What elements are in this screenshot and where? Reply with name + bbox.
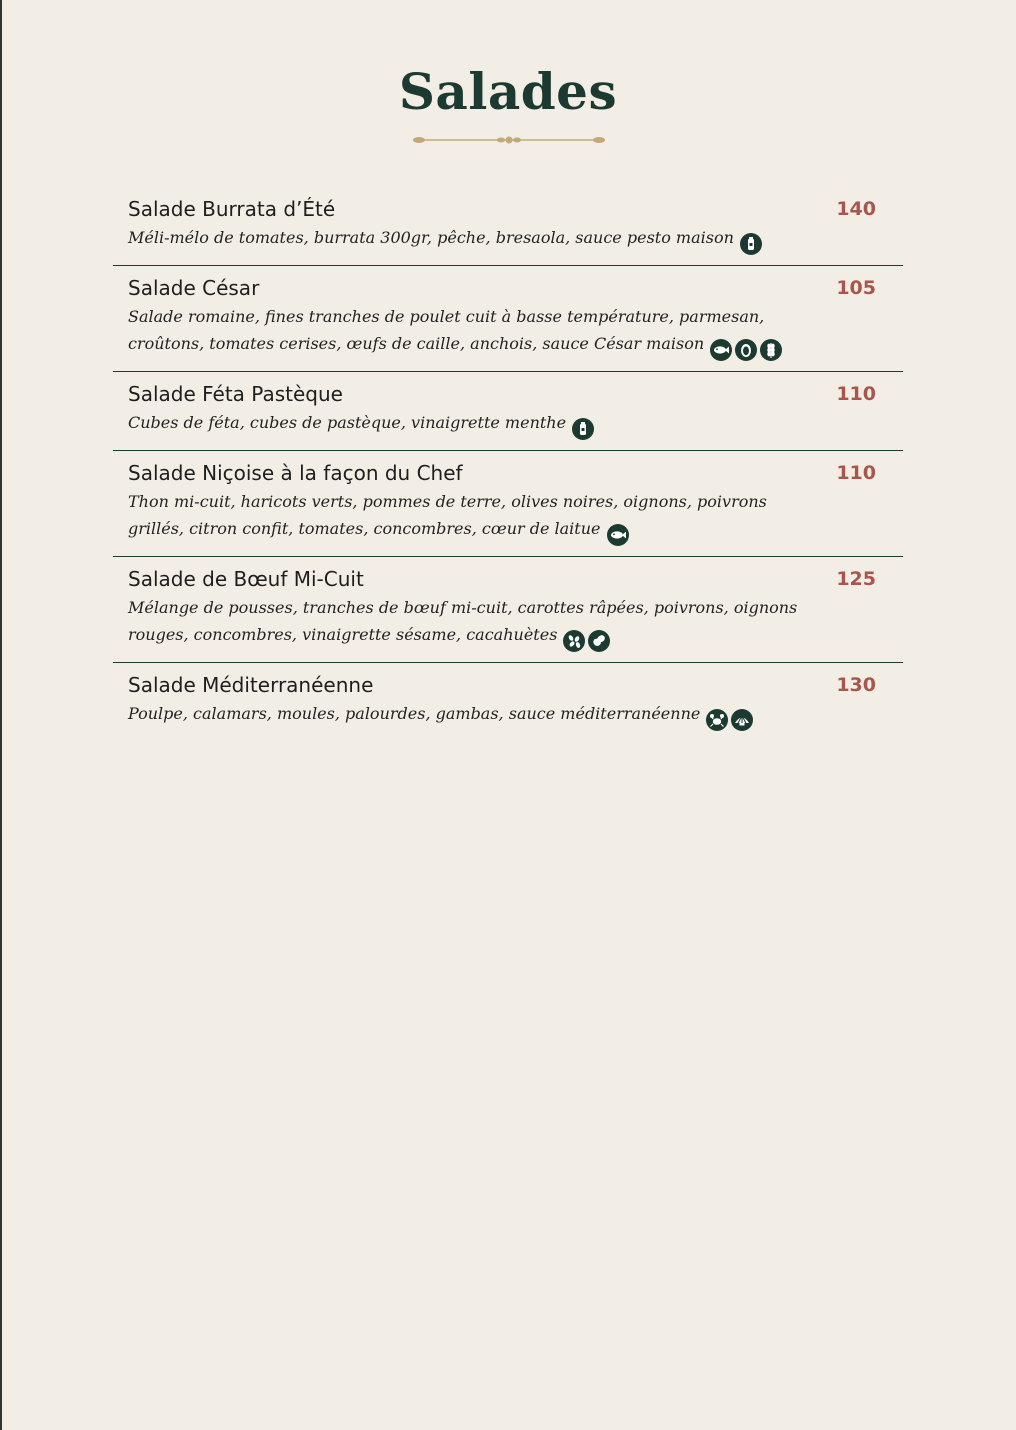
crustacean-allergen-icon — [706, 709, 728, 731]
menu-item-description-text: Cubes de féta, cubes de pastèque, vinaigrette menthe — [128, 413, 567, 432]
menu-item-name: Salade Féta Pastèque — [128, 382, 343, 406]
menu-item-price: 125 — [836, 568, 876, 590]
menu-item-description — [128, 409, 823, 441]
menu-item-description — [128, 224, 823, 256]
egg-allergen-icon — [735, 339, 757, 361]
menu-item — [113, 266, 903, 372]
menu-item-description — [128, 594, 823, 653]
menu-item-description-text: Méli-mélo de tomates, burrata 300gr, pêche, bresaola, sauce pesto maison — [128, 228, 734, 247]
fish-allergen-icon — [710, 339, 732, 361]
menu-item-name: Salade Méditerranéenne — [128, 673, 374, 697]
milk-allergen-icon — [572, 418, 594, 440]
page-left-border — [0, 0, 2, 1430]
allergen-icons — [706, 705, 756, 732]
page-title: Salades — [398, 62, 618, 121]
menu-item-description-text: Salade romaine, fines tranches de poulet cuit à basse température, parmesan, croûtons, tomates cerises, œufs de caille, anchois, sauce César maison — [128, 307, 765, 353]
peanut-allergen-icon — [588, 630, 610, 652]
menu-item-price: 110 — [836, 383, 876, 405]
milk-allergen-icon — [740, 233, 762, 255]
menu-item-name: Salade de Bœuf Mi-Cuit — [128, 567, 364, 591]
menu-item-description — [128, 488, 823, 547]
allergen-icons — [572, 414, 597, 441]
menu-item-price: 140 — [836, 198, 876, 220]
menu-item — [113, 663, 903, 741]
menu-item-name: Salade Burrata d’Été — [128, 197, 336, 221]
menu-item-description-text: Mélange de pousses, tranches de bœuf mi-cuit, carottes râpées, poivrons, oignons rouges, concombres, vinaigrette sésame, cacahuètes — [128, 598, 798, 644]
menu-item — [113, 557, 903, 663]
allergen-icons — [710, 335, 785, 362]
allergen-icons — [607, 520, 632, 547]
salad-menu-list — [113, 187, 903, 741]
menu-item — [113, 187, 903, 266]
menu-item-price: 105 — [836, 277, 876, 299]
menu-item — [113, 451, 903, 557]
menu-item-description-text: Poulpe, calamars, moules, palourdes, gambas, sauce méditerranéenne — [128, 704, 701, 723]
menu-item-name: Salade Niçoise à la façon du Chef — [128, 461, 463, 485]
allergen-icons — [740, 229, 765, 256]
title-ornament-divider — [410, 132, 608, 148]
menu-item-description — [128, 303, 823, 362]
menu-item-name: Salade César — [128, 276, 260, 300]
menu-item-price: 110 — [836, 462, 876, 484]
menu-item — [113, 372, 903, 451]
allergen-icons — [563, 626, 613, 653]
menu-item-description — [128, 700, 823, 732]
menu-item-price: 130 — [836, 674, 876, 696]
mollusc-allergen-icon — [731, 709, 753, 731]
fish-allergen-icon — [607, 524, 629, 546]
menu-item-description-text: Thon mi-cuit, haricots verts, pommes de terre, olives noires, oignons, poivrons grillés, citron confit, tomates, concombres, cœur de laitue — [128, 492, 767, 538]
sesame-allergen-icon — [563, 630, 585, 652]
gluten-allergen-icon — [760, 339, 782, 361]
